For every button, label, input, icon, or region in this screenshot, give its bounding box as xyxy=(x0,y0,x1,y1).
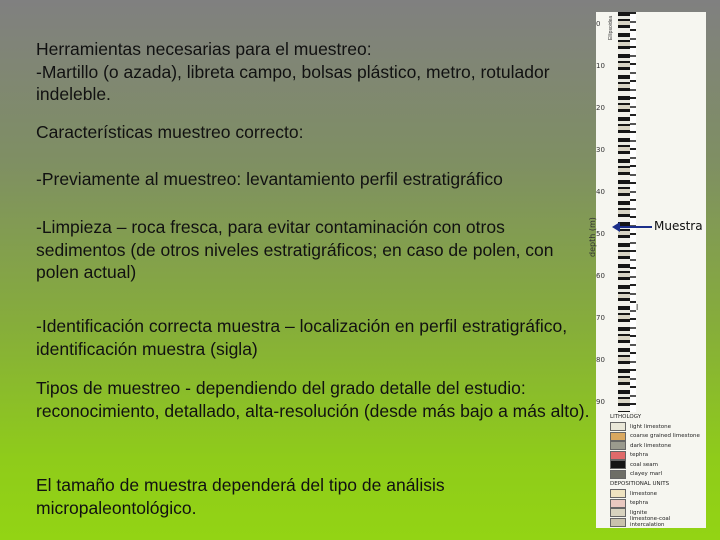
lithology-legend-item xyxy=(610,460,702,470)
facies-column xyxy=(630,12,639,412)
lithology-column xyxy=(618,12,630,412)
section-marker: I xyxy=(636,303,639,312)
lithology-legend-item xyxy=(610,451,702,461)
top-tag: Ellipsoidea xyxy=(608,15,614,40)
characteristics-heading: Características muestreo correcto: xyxy=(36,122,304,142)
legend-label: limestone xyxy=(630,490,658,497)
legend-label: tephra xyxy=(630,500,649,507)
legend-swatch xyxy=(610,451,626,460)
depth-axis-title: depth (m) xyxy=(588,217,597,257)
legend-swatch xyxy=(610,518,626,527)
depth-tick-label: 0 xyxy=(596,20,601,28)
depth-tick-label: 50 xyxy=(596,230,605,238)
identification-item: -Identificación correcta muestra – localización en perfil estratigráfico, identificación muestra (sigla) xyxy=(36,316,568,359)
lithology-legend-item xyxy=(610,422,702,432)
legend-label: lignite xyxy=(630,509,648,516)
depth-tick-label: 10 xyxy=(596,62,605,70)
legend-label: dark limestone xyxy=(630,442,672,449)
tools-paragraph: Herramientas necesarias para el muestreo: -Martillo (o azada), libreta campo, bolsas plástico, metro, rotulador indeleble. xyxy=(36,39,550,104)
log-legend xyxy=(610,412,702,527)
legend-swatch xyxy=(610,422,626,431)
legend-swatch xyxy=(610,470,626,479)
cleaning-item: -Limpieza – roca fresca, para evitar contaminación con otros sedimentos (de otros niveles estratigráficos; en caso de polen, con polen actual) xyxy=(36,217,554,282)
legend-label: tephra xyxy=(630,452,649,459)
legend-swatch xyxy=(610,499,626,508)
legend-title-lithology: LITHOLOGY xyxy=(610,414,642,420)
legend-label: limestone-coal intercalation xyxy=(630,516,671,529)
sample-arrow-icon xyxy=(612,220,652,234)
legend-label: coarse grained limestone xyxy=(630,433,700,440)
legend-label: coal seam xyxy=(630,461,659,468)
lithology-legend-item xyxy=(610,441,702,451)
prior-survey-item: -Previamente al muestreo: levantamiento perfil estratigráfico xyxy=(36,169,503,189)
legend-swatch xyxy=(610,432,626,441)
depth-tick-label: 60 xyxy=(596,272,605,280)
lithology-legend-item xyxy=(610,432,702,442)
depth-tick-label: 70 xyxy=(596,314,605,322)
unit-legend-item xyxy=(610,489,702,499)
stratigraphic-log-figure xyxy=(588,12,706,529)
sample-size-paragraph: El tamaño de muestra dependerá del tipo de análisis micropaleontológico. xyxy=(36,475,445,518)
legend-label: light limestone xyxy=(630,423,671,430)
legend-swatch xyxy=(610,508,626,517)
legend-swatch xyxy=(610,441,626,450)
depth-tick-label: 20 xyxy=(596,104,605,112)
sample-label: Muestra xyxy=(654,219,703,233)
unit-legend-item xyxy=(610,518,702,528)
depth-tick-label: 30 xyxy=(596,146,605,154)
depth-tick-label: 80 xyxy=(596,356,605,364)
sampling-types-paragraph: Tipos de muestreo - dependiendo del grado detalle del estudio: reconocimiento, detallado, alta-resolución (desde más bajo a más alto). xyxy=(36,378,590,421)
lithology-legend-item xyxy=(610,470,702,480)
legend-swatch xyxy=(610,460,626,469)
depth-tick-label: 40 xyxy=(596,188,605,196)
depth-tick-label: 90 xyxy=(596,398,605,406)
legend-title-units: DEPOSITIONAL UNITS xyxy=(610,481,670,487)
legend-swatch xyxy=(610,489,626,498)
legend-label: clayey marl xyxy=(630,471,663,478)
unit-legend-item xyxy=(610,499,702,509)
